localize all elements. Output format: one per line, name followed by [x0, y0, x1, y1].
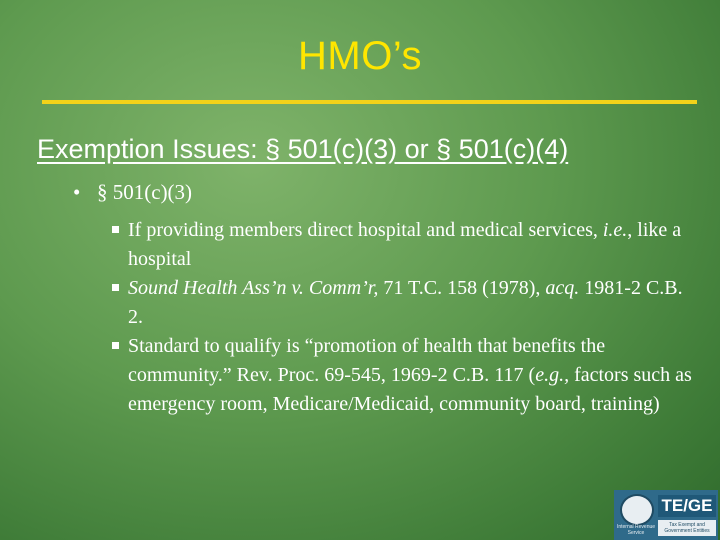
- tege-logo: [614, 490, 718, 540]
- bullet-item: [73, 180, 192, 205]
- logo-brand: TE/GE: [658, 495, 716, 517]
- sub-bullet-italic: acq.: [545, 277, 580, 299]
- seal-caption: Internal Revenue Service: [616, 524, 656, 536]
- sub-bullet-text: Standard to qualify is “promotion of health that benefits the community.” Rev. Proc. 69-545, 1969-2 C.B. 117 (: [128, 335, 606, 386]
- sub-bullet-text: If providing members direct hospital and medical services,: [128, 219, 603, 241]
- sub-bullet-text: 71 T.C. 158 (1978),: [378, 277, 546, 299]
- square-bullet-icon: [112, 284, 119, 291]
- sub-bullet-italic: e.g.,: [535, 364, 570, 386]
- bullet-dot-icon: •: [73, 180, 81, 204]
- sub-bullet-item-2: [110, 274, 695, 332]
- sub-bullet-tail: , like a hospital: [128, 219, 682, 270]
- sub-bullet-tail: factors such as emergency room, Medicare/Medicaid, community board, training): [128, 364, 692, 415]
- square-bullet-icon: [112, 226, 119, 233]
- title-underline-rule: [42, 100, 697, 104]
- sub-bullet-italic: i.e.: [602, 219, 628, 241]
- bullet-text: § 501(c)(3): [97, 180, 193, 204]
- logo-brand-subtitle: Tax Exempt and Government Entities: [658, 520, 716, 536]
- sub-bullet-tail: 1981-2 C.B. 2.: [128, 277, 683, 328]
- sub-bullet-item-1: [110, 216, 695, 274]
- square-bullet-icon: [112, 342, 119, 349]
- case-name: Sound Health Ass’n v. Comm’r,: [128, 277, 379, 299]
- sub-bullet-list: [110, 216, 695, 419]
- slide-title: HMO’s: [298, 34, 422, 78]
- slide-subtitle: Exemption Issues: § 501(c)(3) or § 501(c)(4): [37, 134, 569, 164]
- sub-bullet-item-3: [110, 332, 695, 419]
- irs-seal-icon: [620, 494, 654, 526]
